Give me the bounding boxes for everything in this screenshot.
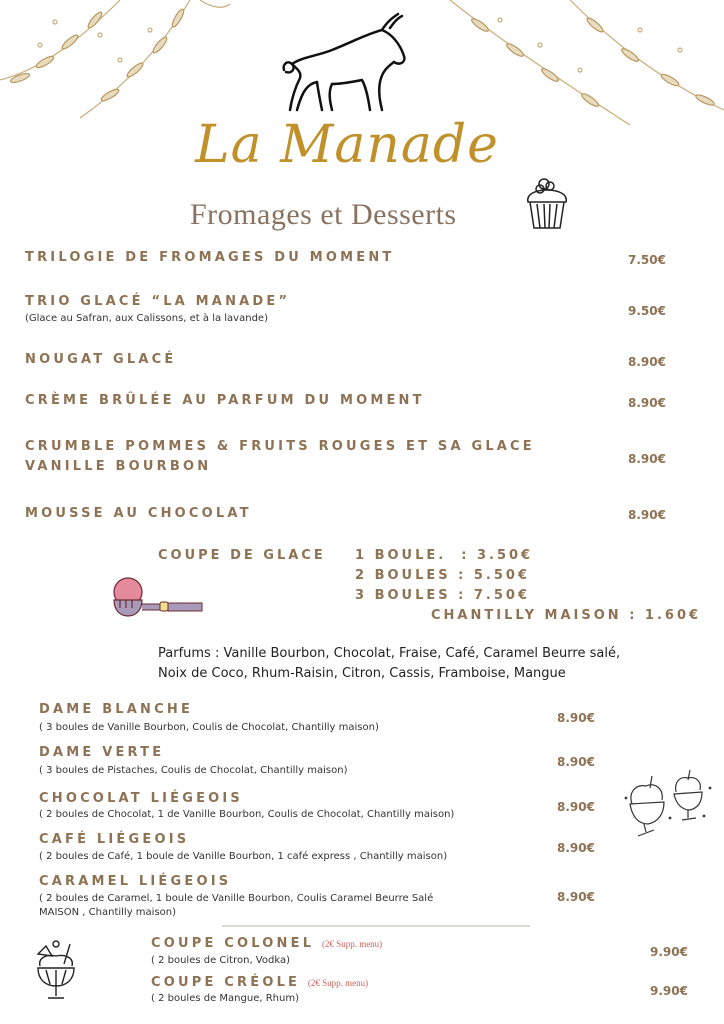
price-creme-brulee: 8.90€ — [628, 396, 666, 410]
desc-dame-verte: ( 3 boules de Pistaches, Coulis de Chocolat, Chantilly maison) — [39, 765, 348, 776]
leaf-garland-left-icon — [0, 0, 260, 120]
desc-trio-glace: (Glace au Safran, aux Calissons, et à la lavande) — [25, 313, 268, 324]
item-creme-brulee: CRÈME BRÛLÉE AU PARFUM DU MOMENT — [25, 393, 425, 408]
section-title: Fromages et Desserts — [190, 198, 457, 231]
chantilly-maison: CHANTILLY MAISON : 1.60€ — [431, 608, 702, 623]
desc-chocolat-liegeois: ( 2 boules de Chocolat, 1 de Vanille Bourbon, Coulis de Chocolat, Chantilly maison) — [39, 809, 455, 820]
item-crumble-line2: VANILLE BOURBON — [25, 459, 212, 474]
ice-cream-scoop-icon — [110, 576, 205, 618]
cupcake-icon — [522, 176, 572, 230]
coupe-option-3: 3 BOULES : 7.50€ — [355, 588, 530, 603]
price-coupe-creole: 9.90€ — [650, 984, 688, 998]
price-dame-verte: 8.90€ — [557, 755, 595, 769]
desc-caramel-liegeois-line2: MAISON , Chantilly maison) — [39, 907, 177, 918]
item-caramel-liegeois: CARAMEL LIÉGEOIS — [39, 874, 232, 889]
item-mousse-chocolat: MOUSSE AU CHOCOLAT — [25, 506, 252, 521]
sundae-glass-icon — [32, 938, 80, 1002]
desc-coupe-creole: ( 2 boules de Mangue, Rhum) — [151, 993, 299, 1004]
item-trilogie-fromages: TRILOGIE DE FROMAGES DU MOMENT — [25, 250, 395, 265]
item-cafe-liegeois: CAFÉ LIÉGEOIS — [39, 832, 190, 847]
item-coupe-colonel — [151, 936, 382, 951]
parfums-line-2: Noix de Coco, Rhum-Raisin, Citron, Cassis, Framboise, Mangue — [158, 666, 566, 681]
parfums-line-1: Parfums : Vanille Bourbon, Chocolat, Fraise, Café, Caramel Beurre salé, — [158, 646, 621, 661]
item-dame-blanche: DAME BLANCHE — [39, 702, 194, 717]
item-dame-verte: DAME VERTE — [39, 745, 165, 760]
price-trilogie-fromages: 7.50€ — [628, 253, 666, 267]
item-trio-glace: TRIO GLACÉ “LA MANADE” — [25, 294, 291, 309]
price-trio-glace: 9.50€ — [628, 304, 666, 318]
item-crumble: CRUMBLE POMMES & FRUITS ROUGES ET SA GLACE — [25, 439, 535, 454]
coupe-colonel-supplement: (2€ Supp. menu) — [321, 939, 383, 949]
price-mousse-chocolat: 8.90€ — [628, 508, 666, 522]
item-coupe-creole — [151, 975, 368, 990]
desc-caramel-liegeois: ( 2 boules de Caramel, 1 boule de Vanille Bourbon, Coulis Caramel Beurre Salé — [39, 893, 434, 904]
restaurant-name: La Manade — [195, 115, 499, 175]
price-chocolat-liegeois: 8.90€ — [557, 800, 595, 814]
coupe-option-2: 2 BOULES : 5.50€ — [355, 568, 530, 583]
price-nougat-glace: 8.90€ — [628, 355, 666, 369]
desc-coupe-colonel: ( 2 boules de Citron, Vodka) — [151, 955, 290, 966]
price-crumble: 8.90€ — [628, 452, 666, 466]
coupe-option-1: 1 BOULE. : 3.50€ — [355, 548, 534, 563]
section-divider — [222, 925, 530, 927]
coupe-creole-supplement: (2€ Supp. menu) — [307, 978, 369, 988]
price-coupe-colonel: 9.90€ — [650, 945, 688, 959]
price-dame-blanche: 8.90€ — [557, 711, 595, 725]
coupe-colonel-name: COUPE COLONEL — [151, 936, 315, 951]
bull-logo-icon — [272, 12, 422, 112]
desc-cafe-liegeois: ( 2 boules de Café, 1 boule de Vanille Bourbon, 1 café express , Chantilly maison) — [39, 851, 448, 862]
price-caramel-liegeois: 8.90€ — [557, 890, 595, 904]
price-cafe-liegeois: 8.90€ — [557, 841, 595, 855]
item-chocolat-liegeois: CHOCOLAT LIÉGEOIS — [39, 791, 243, 806]
coupe-creole-name: COUPE CRÉOLE — [151, 975, 301, 990]
parfums-list — [158, 644, 718, 684]
coupe-de-glace-label: COUPE DE GLACE — [158, 548, 326, 563]
sundae-pair-icon — [624, 768, 714, 840]
desc-dame-blanche: ( 3 boules de Vanille Bourbon, Coulis de Chocolat, Chantilly maison) — [39, 722, 379, 733]
item-nougat-glace: NOUGAT GLACÉ — [25, 352, 177, 367]
